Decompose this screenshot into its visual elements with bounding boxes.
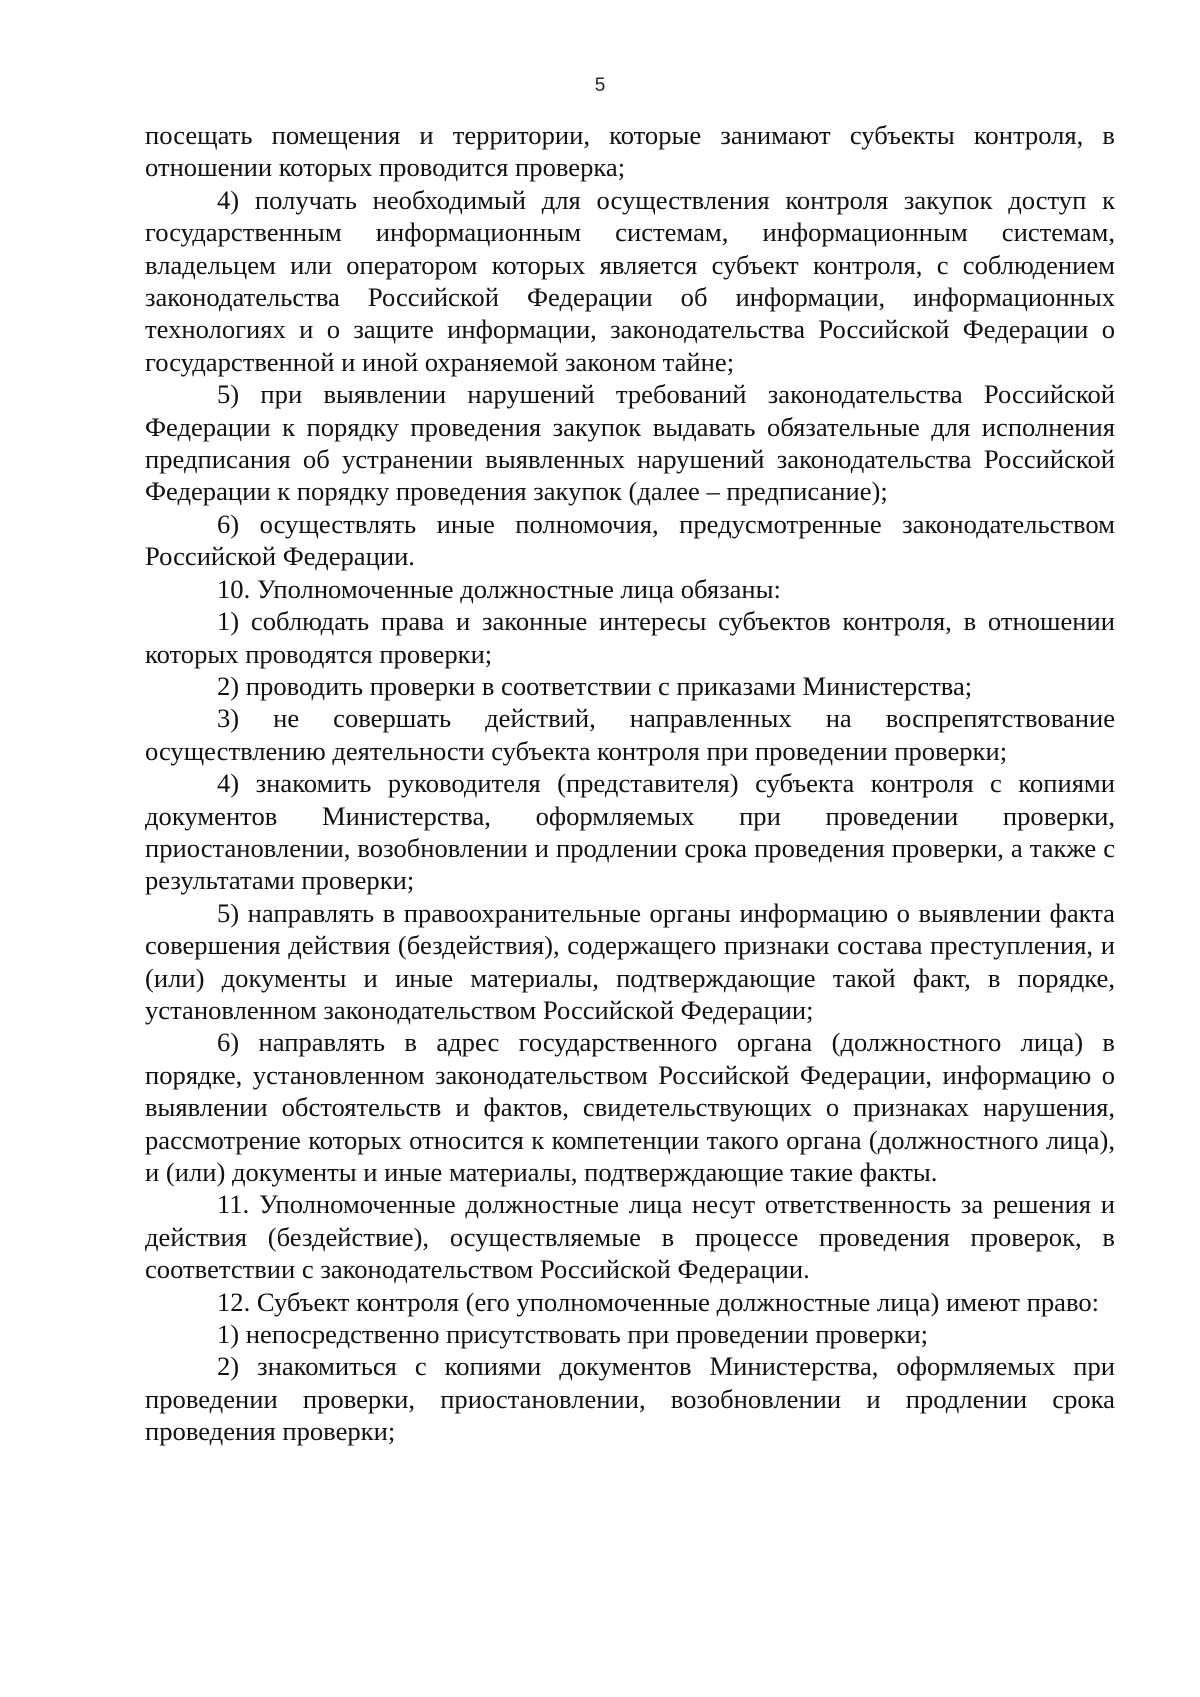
paragraph-item: 5) направлять в правоохранительные органы информацию о выявлении факта совершения действия (бездействия), содержащего признаки состава преступления, и (или) документы и иные материалы, подтверждающие такой факт, в порядке, установленном законодательством Российской Федерации;	[145, 897, 1115, 1025]
page-number: 5	[594, 75, 606, 96]
paragraph-clause: 11. Уполномоченные должностные лица несут ответственность за решения и действия (бездействие), осуществляемые в процессе проведения проверок, в соответствии с законодательством Российской Федерации.	[145, 1189, 1115, 1285]
paragraph-item: 3) не совершать действий, направленных на воспрепятствование осуществлению деятельности субъекта контроля при проведении проверки;	[145, 703, 1115, 766]
paragraph-item: 2) знакомиться с копиями документов Министерства, оформляемых при проведении проверки, приостановлении, возобновлении и продлении срока проведения проверки;	[145, 1351, 1115, 1447]
paragraph-item: 5) при выявлении нарушений требований законодательства Российской Федерации к порядку проведения закупок выдавать обязательные для исполнения предписания об устранении выявленных нарушений законодательства Российской Федерации к порядку проведения закупок (далее – предписание);	[145, 379, 1115, 507]
paragraph-item: 2) проводить проверки в соответствии с приказами Министерства;	[217, 670, 973, 701]
paragraph-item: 1) соблюдать права и законные интересы субъектов контроля, в отношении которых проводятся проверки;	[145, 606, 1115, 669]
document-body	[145, 119, 1115, 1448]
paragraph-item: 6) направлять в адрес государственного органа (должностного лица) в порядке, установленном законодательством Российской Федерации, информацию о выявлении обстоятельств и фактов, свидетельствующих о признаках нарушения, рассмотрение которых относится к компетенции такого органа (должностного лица), и (или) документы и иные материалы, подтверждающие такие факты.	[145, 1027, 1115, 1187]
paragraph-clause-heading: 10. Уполномоченные должностные лица обязаны:	[217, 573, 781, 604]
paragraph-item: 6) осуществлять иные полномочия, предусмотренные законодательством Российской Федерации.	[145, 508, 1115, 572]
paragraph-clause-heading: 12. Субъект контроля (его уполномоченные должностные лица) имеют право:	[217, 1286, 1100, 1317]
paragraph-item: 1) непосредственно присутствовать при проведении проверки;	[217, 1319, 929, 1350]
paragraph-item: 4) знакомить руководителя (представителя) субъекта контроля с копиями документов Министерства, оформляемых при проведении проверки, приостановлении, возобновлении и продлении срока проведения проверки, а также с результатами проверки;	[145, 768, 1115, 896]
paragraph-item: 4) получать необходимый для осуществления контроля закупок доступ к государственным информационным системам, информационным системам, владельцем или оператором которых является субъект контроля, с соблюдением законодательства Российской Федерации об информации, информационных технологиях и о защите информации, законодательства Российской Федерации о государственной и иной охраняемой законом тайне;	[145, 184, 1115, 377]
paragraph-continuation: посещать помещения и территории, которые занимают субъекты контроля, в отношении которых проводится проверка;	[145, 120, 1115, 183]
